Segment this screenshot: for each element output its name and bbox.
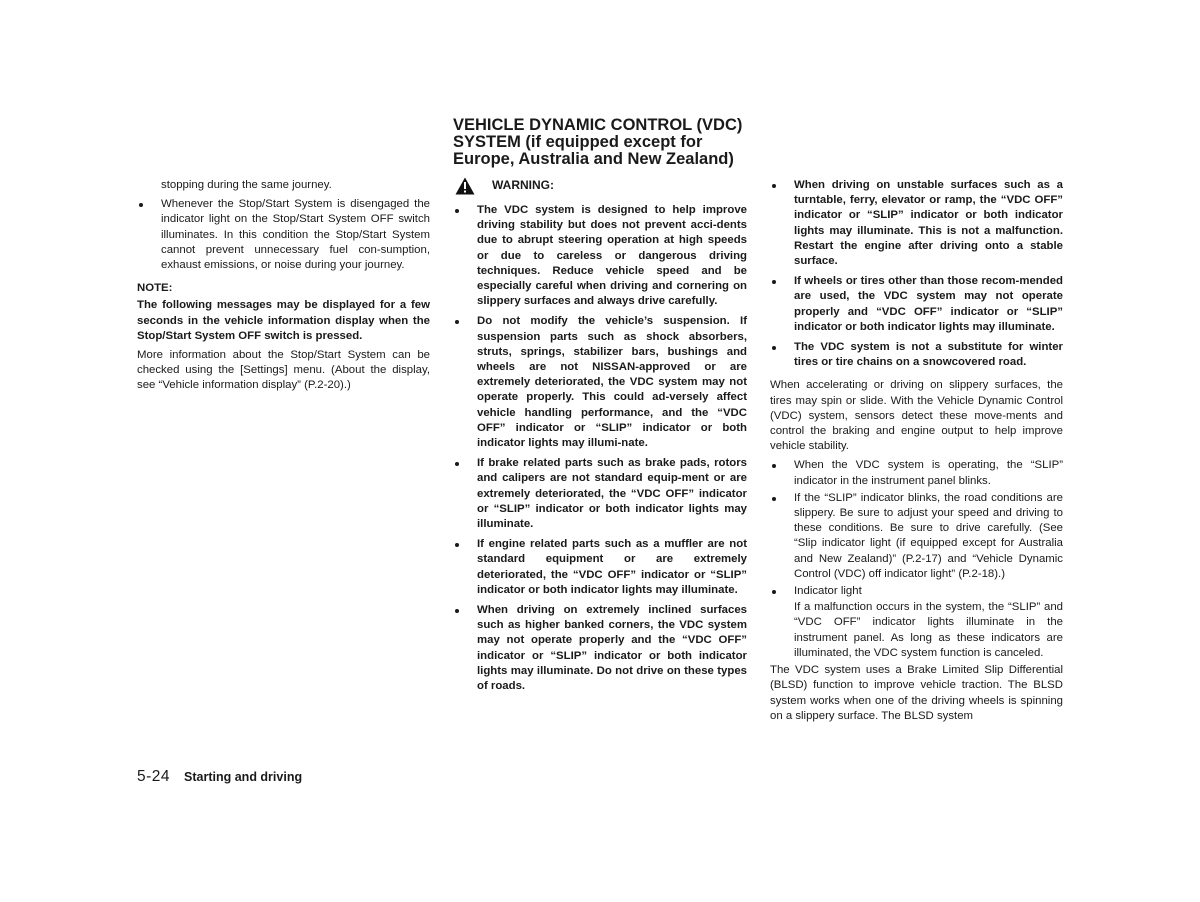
continuation-text: stopping during the same journey. bbox=[161, 179, 332, 191]
warning-text: When driving on extremely inclined surfaces such as higher banked corners, the VDC system may not operate properly and the “VDC OFF” indicator or “SLIP” indicator or both indicator lights may illuminate. Do not drive on these types of roads. bbox=[477, 604, 747, 693]
note-label: NOTE: bbox=[137, 282, 173, 295]
heading-line: VEHICLE DYNAMIC CONTROL (VDC) bbox=[453, 116, 743, 134]
warning-item bbox=[453, 203, 747, 309]
body-paragraph: When accelerating or driving on slippery surfaces, the tires may spin or slide. With the Vehicle Dynamic Control (VDC) system, sensors detect these move-ments and control the braking and engine output to help improve vehicle stability. bbox=[770, 379, 1063, 453]
warning-text: If wheels or tires other than those recom-mended are used, the VDC system may not operate properly and “VDC OFF” indicator or “SLIP” indicator or both indicator lights may illuminate. bbox=[794, 275, 1063, 333]
bullet-icon bbox=[455, 320, 459, 324]
list-item bbox=[770, 584, 1063, 599]
list-item bbox=[137, 197, 430, 273]
list-item bbox=[770, 458, 1063, 488]
bullet-icon bbox=[139, 203, 143, 207]
bullet-icon bbox=[772, 590, 776, 594]
list-item bbox=[770, 491, 1063, 582]
warning-item bbox=[770, 340, 1063, 370]
warning-text: The VDC system is not a substitute for winter tires or tire chains on a snowcovered road. bbox=[794, 341, 1063, 369]
section-heading bbox=[453, 117, 747, 168]
warning-text: If brake related parts such as brake pads, rotors and calipers are not standard equip-ment or are extremely deteriorated, the “VDC OFF” indicator or “SLIP” indicator or both indicator lights may illuminate. bbox=[477, 457, 747, 531]
warning-text: If engine related parts such as a muffler are not standard equipment or are extremely deteriorated, the “VDC OFF” indicator or “SLIP” indicator or both indicator lights may illuminate. bbox=[477, 538, 747, 596]
heading-line: SYSTEM (if equipped except for bbox=[453, 133, 703, 151]
note-text: More information about the Stop/Start System can be checked using the [Settings] menu. (About the display, see “Vehicle information display” (P.2-20).) bbox=[137, 349, 430, 392]
right-column bbox=[770, 178, 1063, 724]
bullet-text: When the VDC system is operating, the “SLIP” indicator in the instrument panel blinks. bbox=[794, 459, 1063, 487]
heading-line: Europe, Australia and New Zealand) bbox=[453, 150, 734, 168]
warning-item bbox=[453, 314, 747, 451]
warning-item bbox=[770, 274, 1063, 335]
warning-header bbox=[455, 177, 747, 195]
bullet-icon bbox=[772, 346, 776, 350]
chapter-title: Starting and driving bbox=[184, 770, 303, 784]
bullet-icon bbox=[772, 497, 776, 501]
indicator-detail: If a malfunction occurs in the system, the “SLIP” and “VDC OFF” indicator lights illuminate in the instrument panel. As long as these indicators are illuminated, the VDC system function is canceled. bbox=[794, 601, 1063, 659]
bullet-icon bbox=[772, 280, 776, 284]
page-footer bbox=[137, 769, 302, 785]
note-bold-text: The following messages may be displayed for a few seconds in the vehicle information display when the Stop/Start System OFF switch is pressed. bbox=[137, 299, 430, 342]
bullet-icon bbox=[455, 462, 459, 466]
middle-column bbox=[453, 117, 747, 699]
page-number: 5-24 bbox=[137, 768, 171, 785]
bullet-icon bbox=[772, 184, 776, 188]
warning-label: WARNING: bbox=[492, 178, 554, 193]
warning-text: The VDC system is designed to help improve driving stability but does not prevent acci-dents due to abrupt steering operation at high speeds or due to careless or dangerous driving techniques. Reduce vehicle speed and be especially careful when driving and cornering on slippery surfaces and always drive carefully. bbox=[477, 204, 747, 308]
bullet-icon bbox=[455, 609, 459, 613]
warning-triangle-icon bbox=[455, 177, 475, 195]
bullet-icon bbox=[772, 464, 776, 468]
warning-text: Do not modify the vehicle’s suspension. If suspension parts such as shock absorbers, struts, springs, stabilizer bars, bushings and wheels are not NISSAN-approved or are extremely deteriorated, the VDC system may not operate properly. This could ad-versely affect vehicle handling performance, and the “VDC OFF” indicator or “SLIP” indicator or both indicator lights may illumi-nate. bbox=[477, 315, 747, 450]
warning-item bbox=[453, 456, 747, 532]
bullet-text: Indicator light bbox=[794, 585, 862, 598]
body-paragraph: The VDC system uses a Brake Limited Slip Differential (BLSD) function to improve vehicle traction. The BLSD system works when one of the driving wheels is spinning on a slippery surface. The BLSD system bbox=[770, 664, 1063, 722]
warning-item bbox=[770, 178, 1063, 269]
warning-item bbox=[453, 603, 747, 694]
warning-item bbox=[453, 537, 747, 598]
bullet-text: If the “SLIP” indicator blinks, the road conditions are slippery. Be sure to adjust your speed and driving to these conditions. Be sure to drive carefully. (See “Slip indicator light (if equipped except for Australia and New Zealand)” (P.2-17) and “Vehicle Dynamic Control (VDC) off indicator light” (P.2-18).) bbox=[794, 491, 1063, 580]
bullet-text: Whenever the Stop/Start System is disengaged the indicator light on the Stop/Start System OFF switch illuminates. In this condition the Stop/Start System cannot prevent unnecessary fuel con-sumption, exhaust emissions, or noise during your journey. bbox=[161, 198, 430, 272]
bullet-icon bbox=[455, 209, 459, 213]
bullet-icon bbox=[455, 543, 459, 547]
left-column bbox=[137, 178, 430, 394]
warning-text: When driving on unstable surfaces such as a turntable, ferry, elevator or ramp, the “VDC OFF” indicator or “SLIP” indicator or both indicator lights may illuminate. This is not a malfunction. Restart the engine after driving onto a stable surface. bbox=[794, 179, 1063, 268]
